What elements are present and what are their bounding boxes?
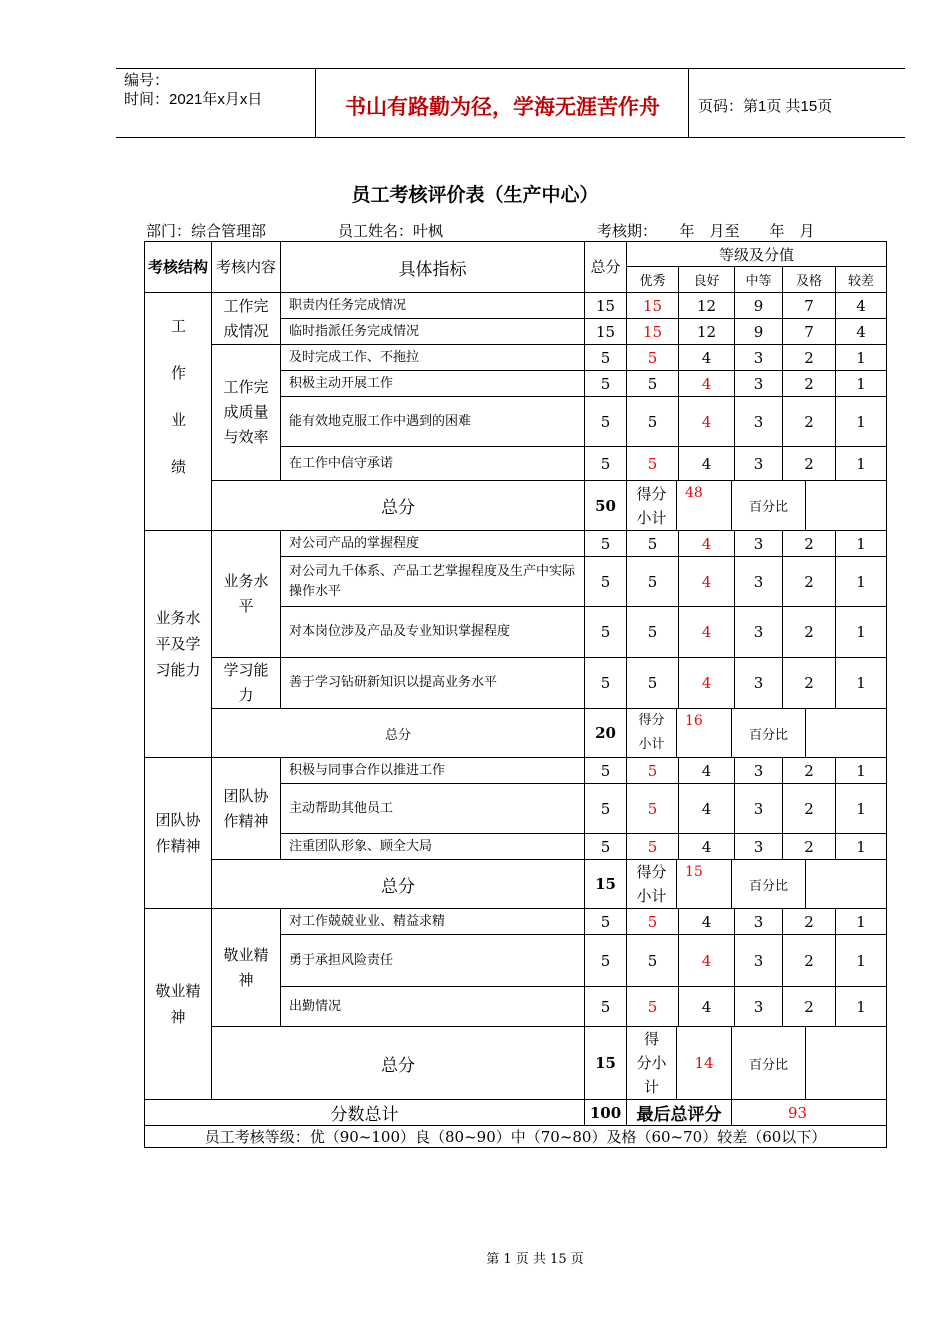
group-content: 业务水平 — [212, 531, 281, 658]
indicator-total: 5 — [585, 658, 627, 709]
col-header-poor: 较差 — [836, 267, 887, 293]
indicator-total: 5 — [585, 397, 627, 447]
grade-value: 4 — [679, 345, 735, 371]
group-content: 团队协作精神 — [212, 758, 281, 860]
header-info-cell — [116, 69, 316, 137]
indicator-text: 职责内任务完成情况 — [281, 293, 585, 319]
grade-value: 4 — [679, 935, 735, 987]
col-header-good: 良好 — [679, 267, 735, 293]
grade-value: 4 — [679, 607, 735, 658]
col-header-structure: 考核结构 — [145, 242, 212, 293]
section-structure: 业务水平及学习能力 — [145, 531, 212, 758]
section-summary-total: 15 — [585, 1027, 627, 1100]
grade-value: 3 — [735, 607, 783, 658]
percent-label: 百分比 — [732, 1027, 806, 1100]
grade-value: 1 — [836, 784, 887, 834]
grand-total-label: 分数总计 — [145, 1100, 585, 1126]
indicator-total: 5 — [585, 607, 627, 658]
percent-value — [806, 860, 887, 909]
grade-value: 5 — [627, 658, 679, 709]
indicator-total: 5 — [585, 935, 627, 987]
grade-value: 3 — [735, 447, 783, 481]
col-header-grades: 等级及分值 — [627, 242, 887, 267]
grade-value: 4 — [679, 784, 735, 834]
indicator-total: 5 — [585, 371, 627, 397]
grand-total-value: 100 — [585, 1100, 627, 1126]
employee-label: 员工姓名：叶枫 — [338, 222, 444, 240]
grade-value: 5 — [627, 397, 679, 447]
indicator-text: 勇于承担风险责任 — [281, 935, 585, 987]
grade-scale: 员工考核等级：优（90~100）良（80~90）中（70~80）及格（60~70）较差（60以下） — [145, 1126, 887, 1148]
number-label: 编号： — [124, 72, 170, 89]
grade-value: 3 — [735, 658, 783, 709]
grade-value: 1 — [836, 531, 887, 557]
grade-value: 2 — [783, 834, 836, 860]
grade-value: 15 — [627, 293, 679, 319]
indicator-total: 15 — [585, 319, 627, 345]
grade-value: 1 — [836, 397, 887, 447]
group-content: 工作完成情况 — [212, 293, 281, 345]
indicator-total: 5 — [585, 531, 627, 557]
grade-value: 5 — [627, 557, 679, 607]
grade-value: 2 — [783, 987, 836, 1027]
grade-value: 5 — [627, 345, 679, 371]
grade-value: 12 — [679, 319, 735, 345]
grade-value: 4 — [679, 987, 735, 1027]
grade-value: 4 — [679, 531, 735, 557]
period-label: 考核期： 年 月至 年 月 — [597, 222, 815, 240]
grade-value: 4 — [679, 397, 735, 447]
grade-value: 4 — [679, 557, 735, 607]
grade-value: 1 — [836, 834, 887, 860]
grade-value: 7 — [783, 293, 836, 319]
subtotal-value: 48 — [677, 481, 732, 531]
table-body — [145, 242, 887, 1148]
col-header-total: 总分 — [585, 242, 627, 293]
grade-value: 1 — [836, 447, 887, 481]
grade-value: 3 — [735, 758, 783, 784]
indicator-text: 注重团队形象、顾全大局 — [281, 834, 585, 860]
subtotal-label: 得 分小计 — [627, 1027, 677, 1100]
indicator-text: 积极主动开展工作 — [281, 371, 585, 397]
page-footer: 第 1 页 共 15 页 — [486, 1252, 584, 1267]
subtotal-value: 16 — [677, 709, 732, 758]
grade-value: 12 — [679, 293, 735, 319]
subtotal-label: 得分小计 — [627, 860, 677, 909]
indicator-text: 在工作中信守承诺 — [281, 447, 585, 481]
indicator-text: 临时指派任务完成情况 — [281, 319, 585, 345]
final-score-label: 最后总评分 — [627, 1100, 732, 1126]
document-title: 员工考核评价表（生产中心） — [351, 184, 599, 206]
grade-value: 3 — [735, 784, 783, 834]
grade-value: 3 — [735, 397, 783, 447]
grade-value: 2 — [783, 784, 836, 834]
motto: 书山有路勤为径，学海无涯苦作舟 — [317, 69, 689, 137]
grade-value: 1 — [836, 935, 887, 987]
grade-value: 4 — [836, 319, 887, 345]
grade-value: 3 — [735, 987, 783, 1027]
subtotal-label: 得分小计 — [627, 709, 677, 758]
section-structure: 工作业绩 — [145, 293, 212, 531]
grade-value: 5 — [627, 531, 679, 557]
indicator-total: 5 — [585, 447, 627, 481]
percent-label: 百分比 — [732, 709, 806, 758]
grade-value: 4 — [679, 371, 735, 397]
indicator-total: 15 — [585, 293, 627, 319]
grade-value: 3 — [735, 557, 783, 607]
grade-value: 5 — [627, 758, 679, 784]
grade-value: 1 — [836, 987, 887, 1027]
grade-value: 5 — [627, 371, 679, 397]
section-summary-total: 15 — [585, 860, 627, 909]
indicator-text: 对工作兢兢业业、精益求精 — [281, 909, 585, 935]
page-header — [116, 68, 905, 138]
grade-value: 2 — [783, 345, 836, 371]
grade-value: 3 — [735, 935, 783, 987]
grade-value: 5 — [627, 987, 679, 1027]
grade-value: 5 — [627, 935, 679, 987]
grade-value: 2 — [783, 371, 836, 397]
indicator-text: 对本岗位涉及产品及专业知识掌握程度 — [281, 607, 585, 658]
grade-value: 4 — [836, 293, 887, 319]
indicator-text: 善于学习钻研新知识以提高业务水平 — [281, 658, 585, 709]
section-summary-total: 20 — [585, 709, 627, 758]
evaluation-table — [144, 241, 887, 1148]
col-header-excellent: 优秀 — [627, 267, 679, 293]
indicator-total: 5 — [585, 987, 627, 1027]
indicator-text: 对公司九千体系、产品工艺掌握程度及生产中实际操作水平 — [281, 557, 585, 607]
grade-value: 2 — [783, 658, 836, 709]
final-score-value: 93 — [732, 1100, 887, 1126]
grade-value: 4 — [679, 658, 735, 709]
section-summary-label: 总分 — [212, 709, 585, 758]
grade-value: 3 — [735, 531, 783, 557]
indicator-text: 积极与同事合作以推进工作 — [281, 758, 585, 784]
indicator-total: 5 — [585, 758, 627, 784]
grade-value: 4 — [679, 909, 735, 935]
grade-value: 1 — [836, 909, 887, 935]
grade-value: 7 — [783, 319, 836, 345]
indicator-text: 及时完成工作、不拖拉 — [281, 345, 585, 371]
indicator-text: 出勤情况 — [281, 987, 585, 1027]
col-header-medium: 中等 — [735, 267, 783, 293]
grade-value: 1 — [836, 607, 887, 658]
grade-value: 9 — [735, 319, 783, 345]
col-header-content: 考核内容 — [212, 242, 281, 293]
grade-value: 1 — [836, 557, 887, 607]
grade-value: 2 — [783, 447, 836, 481]
grade-value: 5 — [627, 607, 679, 658]
page-info: 页码：第1页 共15页 — [698, 97, 833, 115]
percent-label: 百分比 — [732, 860, 806, 909]
grade-value: 5 — [627, 447, 679, 481]
percent-value — [806, 481, 887, 531]
grade-value: 4 — [679, 834, 735, 860]
grade-value: 2 — [783, 531, 836, 557]
grade-value: 15 — [627, 319, 679, 345]
grade-value: 9 — [735, 293, 783, 319]
grade-value: 1 — [836, 758, 887, 784]
grade-value: 2 — [783, 397, 836, 447]
indicator-total: 5 — [585, 784, 627, 834]
section-structure: 敬业精神 — [145, 909, 212, 1100]
grade-value: 1 — [836, 658, 887, 709]
grade-value: 3 — [735, 909, 783, 935]
grade-value: 1 — [836, 345, 887, 371]
grade-value: 2 — [783, 557, 836, 607]
grade-value: 5 — [627, 784, 679, 834]
grade-value: 3 — [735, 834, 783, 860]
time-label: 时间：2021年x月x日 — [124, 91, 263, 108]
subtotal-value: 15 — [677, 860, 732, 909]
grade-value: 2 — [783, 935, 836, 987]
grade-value: 3 — [735, 345, 783, 371]
indicator-text: 主动帮助其他员工 — [281, 784, 585, 834]
section-structure: 团队协作精神 — [145, 758, 212, 909]
indicator-total: 5 — [585, 557, 627, 607]
indicator-total: 5 — [585, 909, 627, 935]
grade-value: 2 — [783, 758, 836, 784]
col-header-pass: 及格 — [783, 267, 836, 293]
grade-value: 2 — [783, 909, 836, 935]
group-content: 学习能力 — [212, 658, 281, 709]
section-summary-total: 50 — [585, 481, 627, 531]
department-label: 部门：综合管理部 — [146, 222, 267, 240]
section-summary-label: 总分 — [212, 481, 585, 531]
indicator-text: 能有效地克服工作中遇到的困难 — [281, 397, 585, 447]
grade-value: 1 — [836, 371, 887, 397]
percent-value — [806, 1027, 887, 1100]
col-header-indicator: 具体指标 — [281, 242, 585, 293]
indicator-total: 5 — [585, 345, 627, 371]
indicator-text: 对公司产品的掌握程度 — [281, 531, 585, 557]
grade-value: 4 — [679, 447, 735, 481]
indicator-total: 5 — [585, 834, 627, 860]
group-content: 工作完成质量与效率 — [212, 345, 281, 481]
grade-value: 4 — [679, 758, 735, 784]
grade-value: 5 — [627, 834, 679, 860]
section-summary-label: 总分 — [212, 860, 585, 909]
subtotal-value: 14 — [677, 1027, 732, 1100]
group-content: 敬业精神 — [212, 909, 281, 1027]
grade-value: 5 — [627, 909, 679, 935]
grade-value: 3 — [735, 371, 783, 397]
percent-label: 百分比 — [732, 481, 806, 531]
section-summary-label: 总分 — [212, 1027, 585, 1100]
grade-value: 2 — [783, 607, 836, 658]
percent-value — [806, 709, 887, 758]
subtotal-label: 得分小计 — [627, 481, 677, 531]
